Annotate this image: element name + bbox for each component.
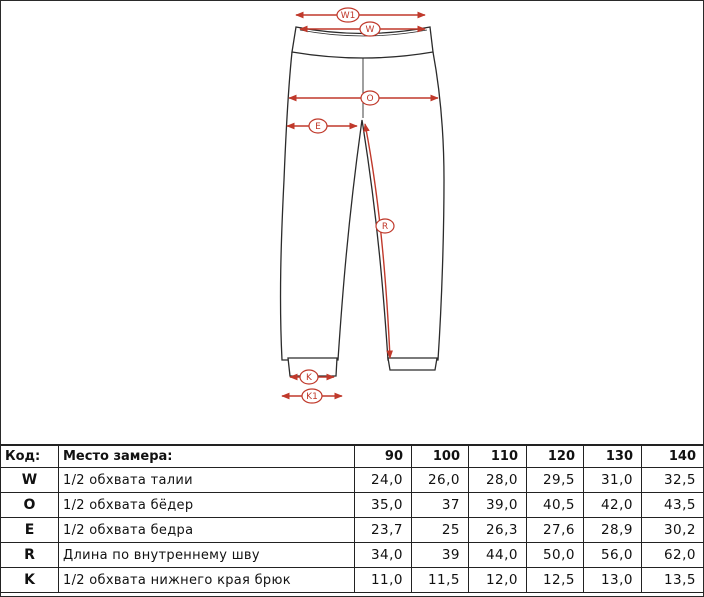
table-row — [1, 468, 704, 493]
row-value: 12,5 — [527, 568, 584, 593]
size-table — [0, 444, 704, 593]
row-description: 1/2 обхвата бедра — [59, 518, 355, 543]
header-code: Код: — [1, 445, 59, 468]
label-k: K — [306, 373, 312, 383]
row-value: 39,0 — [469, 493, 527, 518]
row-description: 1/2 обхвата талии — [59, 468, 355, 493]
row-code: R — [1, 543, 59, 568]
row-value: 12,0 — [469, 568, 527, 593]
table-header-row — [1, 445, 704, 468]
row-value: 35,0 — [355, 493, 412, 518]
row-code: K — [1, 568, 59, 593]
header-place: Место замера: — [59, 445, 355, 468]
pants-outline — [281, 27, 444, 376]
row-value: 29,5 — [527, 468, 584, 493]
row-description: 1/2 обхвата нижнего края брюк — [59, 568, 355, 593]
row-description: 1/2 обхвата бёдер — [59, 493, 355, 518]
row-value: 13,0 — [584, 568, 642, 593]
header-size: 100 — [412, 445, 469, 468]
label-r: R — [381, 222, 389, 232]
row-value: 39 — [412, 543, 469, 568]
label-w: W — [365, 25, 375, 35]
row-value: 11,5 — [412, 568, 469, 593]
row-value: 23,7 — [355, 518, 412, 543]
header-size: 90 — [355, 445, 412, 468]
row-value: 30,2 — [642, 518, 704, 543]
row-value: 50,0 — [527, 543, 584, 568]
header-size: 110 — [469, 445, 527, 468]
row-value: 34,0 — [355, 543, 412, 568]
measurement-arrows — [282, 15, 438, 396]
measurement-labels — [300, 8, 394, 403]
row-value: 42,0 — [584, 493, 642, 518]
row-value: 31,0 — [584, 468, 642, 493]
row-code: O — [1, 493, 59, 518]
table-row — [1, 518, 704, 543]
label-k1: K1 — [306, 392, 318, 402]
table-row — [1, 493, 704, 518]
row-value: 26,0 — [412, 468, 469, 493]
row-value: 40,5 — [527, 493, 584, 518]
row-value: 24,0 — [355, 468, 412, 493]
header-size: 130 — [584, 445, 642, 468]
row-value: 37 — [412, 493, 469, 518]
row-value: 56,0 — [584, 543, 642, 568]
row-value: 11,0 — [355, 568, 412, 593]
row-value: 28,0 — [469, 468, 527, 493]
row-value: 44,0 — [469, 543, 527, 568]
table-row — [1, 568, 704, 593]
row-value: 43,5 — [642, 493, 704, 518]
row-value: 32,5 — [642, 468, 704, 493]
label-w1: W1 — [340, 11, 356, 21]
row-value: 25 — [412, 518, 469, 543]
row-value: 13,5 — [642, 568, 704, 593]
label-o: O — [366, 94, 374, 104]
label-e: E — [315, 122, 321, 132]
row-code: W — [1, 468, 59, 493]
table-row — [1, 543, 704, 568]
row-value: 62,0 — [642, 543, 704, 568]
header-size: 120 — [527, 445, 584, 468]
row-value: 26,3 — [469, 518, 527, 543]
row-value: 27,6 — [527, 518, 584, 543]
row-value: 28,9 — [584, 518, 642, 543]
header-size: 140 — [642, 445, 704, 468]
row-code: E — [1, 518, 59, 543]
row-description: Длина по внутреннему шву — [59, 543, 355, 568]
